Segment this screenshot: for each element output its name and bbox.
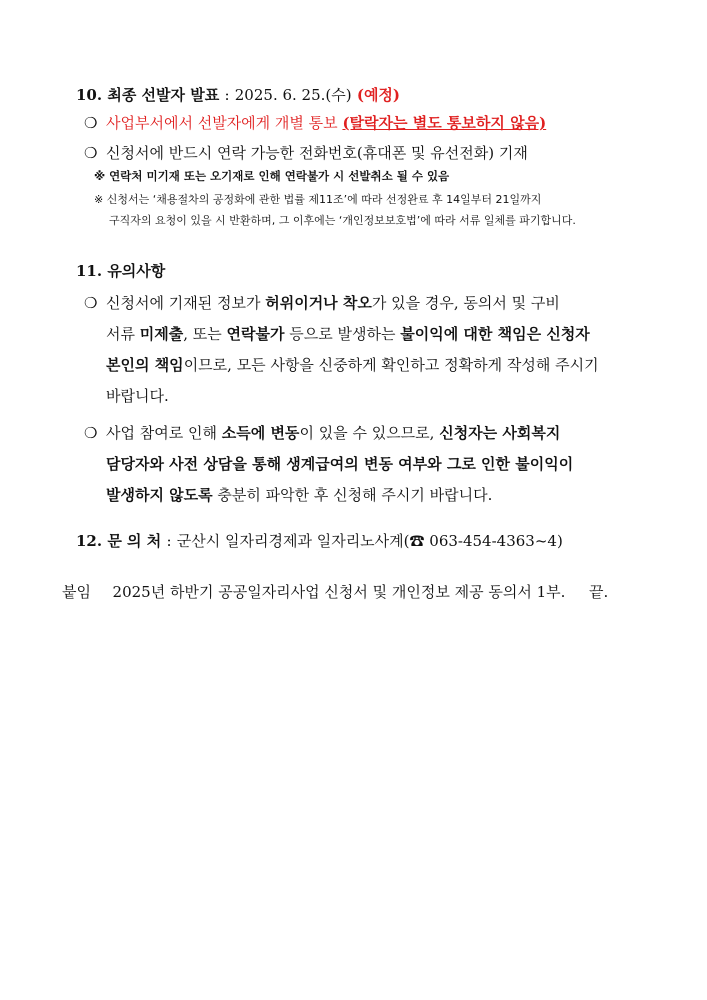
b1-s1: 허위이거나 착오 (265, 294, 372, 312)
section-12-heading (76, 530, 563, 551)
bullet-1-line-2 (106, 319, 590, 350)
b2-s2: 신청자는 사회복지 (439, 424, 561, 442)
section-10-note-line-2: 구직자의 요청이 있을 시 반환하며, 그 이후에는 ‘개인정보보호법’에 따라 서류 일체를 파기합니다. (109, 214, 576, 227)
b1-p2: 가 있을 경우, 동의서 및 구비 (371, 294, 560, 312)
b1-s5: 본인의 책임 (106, 356, 184, 374)
circle-bullet-icon: ❍ (84, 424, 98, 442)
circle-bullet-icon: ❍ (84, 144, 98, 162)
section-10-bullet-1 (84, 112, 546, 133)
b1-s2: 미제출 (139, 325, 184, 343)
circle-bullet-icon: ❍ (84, 294, 98, 312)
b1-p1: 신청서에 기재된 정보가 (106, 294, 266, 312)
bullet-1-text: 사업부서에서 선발자에게 개별 통보 (106, 114, 338, 132)
section-10-bullet-2 (84, 142, 528, 163)
attachment-label: 붙임 (62, 583, 91, 601)
section-10-colon: : (224, 86, 230, 104)
b2-s1: 소득에 변동 (221, 424, 300, 442)
b2-p1: 사업 참여로 인해 (106, 424, 222, 442)
b1-p6: 이므로, 모든 사항을 신중하게 확인하고 정확하게 작성해 주시기 (183, 356, 599, 374)
bullet-1-line-1 (84, 288, 560, 319)
section-12-contact: 군산시 일자리경제과 일자리노사계(☎ 063-454-4363~4) (176, 532, 563, 550)
b2-s4: 발생하지 않도록 (106, 486, 213, 504)
b1-p4: , 또는 (183, 325, 227, 343)
bullet-1-line-3 (106, 350, 599, 381)
circle-bullet-icon: ❍ (84, 114, 98, 132)
section-10-note-line-1: ※ 신청서는 ‘채용절차의 공정화에 관한 법률 제11조’에 따라 선정완료 후 14일부터 21일까지 (94, 193, 542, 206)
section-10-date: 2025. 6. 25.(수) (234, 86, 352, 104)
bullet-1-line-4: 바랍니다. (106, 387, 169, 405)
b2-p3: 충분히 파악한 후 신청해 주시기 바랍니다. (212, 486, 493, 504)
section-12-label: 12. 문 의 처 (76, 532, 162, 550)
b1-p5: 등으로 발생하는 (284, 325, 401, 343)
section-12-colon: : (166, 532, 172, 550)
bullet-1-note: (탈락자는 별도 통보하지 않음) (342, 114, 547, 132)
section-11-heading: 11. 유의사항 (76, 262, 166, 280)
attachment-line (62, 581, 608, 602)
section-10-label: 최종 선발자 발표 (107, 86, 220, 104)
b1-s3: 연락불가 (226, 325, 285, 343)
attachment-text: 2025년 하반기 공공일자리사업 신청서 및 개인정보 제공 동의서 1부. (112, 583, 566, 601)
bullet-2-text: 신청서에 반드시 연락 가능한 전화번호(휴대폰 및 유선전화) 기재 (106, 144, 528, 162)
bullet-2-line-3 (106, 480, 492, 511)
section-10-note-bold: ※ 연락처 미기재 또는 오기재로 인해 연락불가 시 선발취소 될 수 있음 (94, 169, 450, 183)
section-10-tag: (예정) (356, 86, 401, 104)
section-10-number: 10. (76, 86, 103, 104)
attachment-end: 끝. (589, 583, 609, 601)
bullet-2-line-1 (84, 418, 560, 449)
bullet-2-line-2: 담당자와 사전 상담을 통해 생계급여의 변동 여부와 그로 인한 불이익이 (106, 455, 574, 473)
section-10-heading (76, 84, 400, 105)
b1-s4: 불이익에 대한 책임은 신청자 (400, 325, 590, 343)
b2-p2: 이 있을 수 있으므로, (299, 424, 440, 442)
b1-p3: 서류 (106, 325, 140, 343)
